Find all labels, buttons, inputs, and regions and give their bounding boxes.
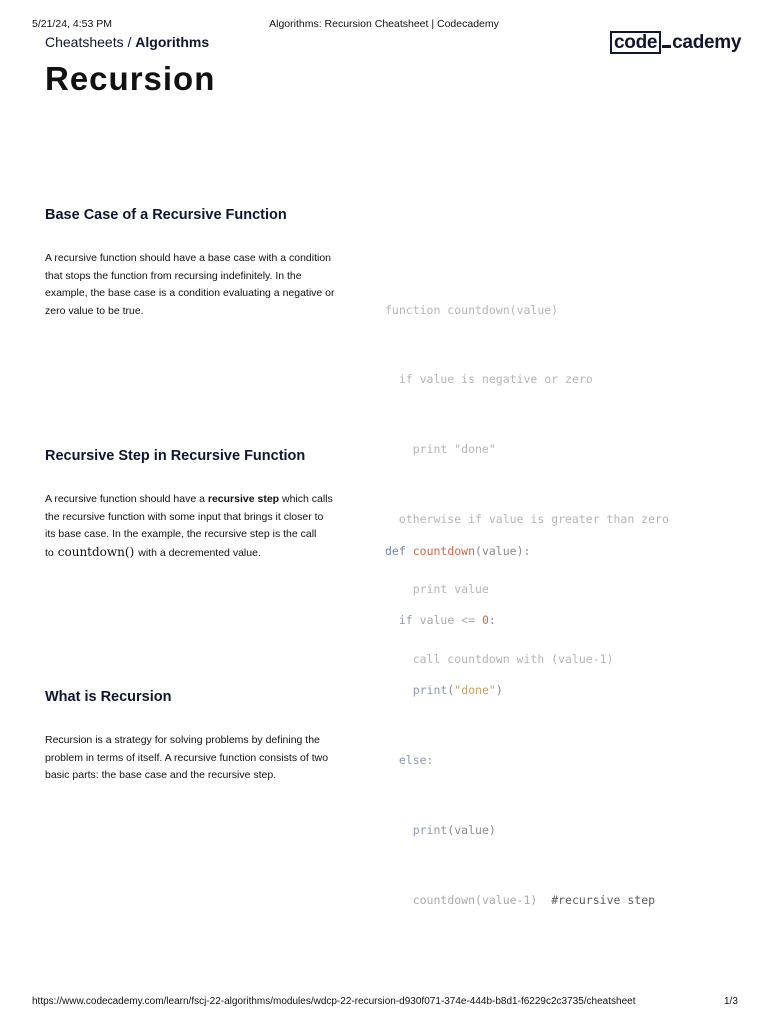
section-text-what-is-recursion: Recursion is a strategy for solving problems by defining the problem in terms of itself. A recursive function consists of two basic parts: the base case and the recursive step. (45, 734, 329, 781)
code-line: if value <= 0: (398, 613, 496, 628)
print-footer-page-number: 1/3 (724, 996, 738, 1007)
code-line: def countdown(value): (385, 543, 531, 558)
logo-cademy-text: cademy (672, 31, 742, 53)
breadcrumb-cheatsheets-link[interactable]: Cheatsheets (45, 34, 124, 50)
code-block-python (385, 493, 655, 936)
text-part: which calls the recursive function with some input that brings it closer to its base case. In the example, the recursive step is the call to (45, 493, 333, 559)
section-title-base-case: Base Case of a Recursive Function (45, 207, 287, 223)
section-text-base-case: A recursive function should have a base case with a condition that stops the function from recursing indefinitely. In the example, the base case is a condition evaluating a negative or zero value to be true. (45, 252, 335, 317)
code-line: if value is negative or zero (385, 372, 593, 387)
section-title-what-is-recursion: What is Recursion (45, 689, 172, 705)
code-line: else: (398, 753, 434, 768)
text-bold-recursive-step: recursive step (207, 493, 280, 505)
section-text-recursive-step (45, 491, 335, 562)
page-title: Recursion (45, 60, 216, 97)
section-title-recursive-step: Recursive Step in Recursive Function (45, 448, 306, 464)
code-line: call countdown with (value-1) (385, 652, 614, 667)
code-line: print("done") (412, 683, 503, 698)
code-line: print "done" (385, 442, 496, 457)
print-footer-url: https://www.codecademy.com/learn/fscj-22-algorithms/modules/wdcp-22-recursion-d930f071-374e-444b-b8d1-f6229c2c3735/cheatsheet (32, 996, 636, 1007)
text-part: with a decremented value. (138, 546, 261, 559)
breadcrumb (45, 34, 209, 50)
print-page-title: Algorithms: Recursion Cheatsheet | Codecademy (269, 18, 499, 30)
code-line: otherwise if value is greater than zero (385, 512, 669, 527)
logo-code-box: code (610, 31, 661, 54)
print-date: 5/21/24, 4:53 PM (32, 18, 112, 30)
logo-underscore (662, 45, 671, 48)
text-part: A recursive function should have a (45, 493, 208, 505)
breadcrumb-separator: / (123, 34, 136, 50)
code-line: countdown(value-1) #recursive step (412, 893, 656, 908)
breadcrumb-current[interactable]: Algorithms (135, 34, 210, 50)
inline-code-countdown: countdown() (57, 544, 135, 559)
code-line: print(value) (412, 823, 496, 838)
codecademy-logo[interactable] (610, 31, 741, 54)
code-line: function countdown(value) (385, 302, 559, 317)
code-line: print value (385, 582, 489, 597)
